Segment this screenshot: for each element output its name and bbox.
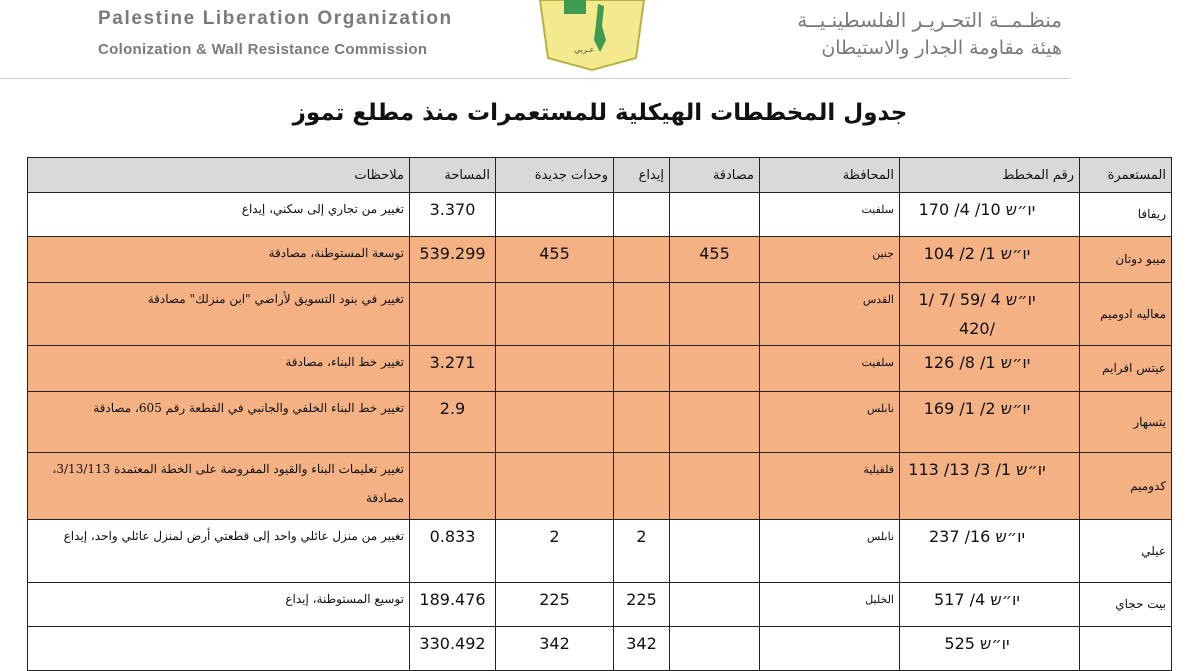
cell-new-units: 455 (496, 237, 614, 283)
cell-new-units (496, 453, 614, 520)
cell-notes: تغيير تعليمات البناء والقيود المفروضة على الخطة المعتمدة 3/13/113، مصادقة (28, 453, 410, 520)
cell-new-units (496, 392, 614, 453)
cell-settlement: معاليه ادوميم (1080, 283, 1172, 346)
table-row (28, 346, 1172, 392)
cell-area: 0.833 (410, 520, 496, 583)
commission-logo (538, 0, 646, 72)
settlement-plans-table (27, 157, 1172, 671)
cell-settlement: ميبو دوتان (1080, 237, 1172, 283)
header-commission-ar: هيئة مقاومة الجدار والاستيطان (821, 37, 1062, 59)
cell-notes: تغيير من منزل عائلي واحد إلى قطعتي أرض لمنزل عائلي واحد، إيداع (28, 520, 410, 583)
cell-approval (670, 193, 760, 237)
cell-new-units (496, 283, 614, 346)
header-approval: مصادقة (670, 158, 760, 193)
cell-settlement: ريفافا (1080, 193, 1172, 237)
cell-new-units (496, 193, 614, 237)
cell-area: 539.299 (410, 237, 496, 283)
table-row (28, 193, 1172, 237)
header-plan-number: رقم المخطط (900, 158, 1080, 193)
cell-area (410, 453, 496, 520)
table-row (28, 237, 1172, 283)
cell-new-units: 342 (496, 627, 614, 671)
cell-deposit (614, 392, 670, 453)
cell-area: 3.370 (410, 193, 496, 237)
table-row (28, 283, 1172, 346)
cell-approval (670, 283, 760, 346)
header-org-ar: منظـمــة التحـريـر الفلسطينـيــة (797, 8, 1062, 32)
header-rule (0, 78, 1070, 79)
cell-notes: تغيير من تجاري إلى سكني، إيداع (28, 193, 410, 237)
cell-governorate: جنين (760, 237, 900, 283)
header-deposit: إيداع (614, 158, 670, 193)
cell-deposit: 2 (614, 520, 670, 583)
cell-area: 3.271 (410, 346, 496, 392)
header-commission-en: Colonization & Wall Resistance Commission (98, 41, 428, 58)
cell-settlement (1080, 627, 1172, 671)
cell-deposit (614, 237, 670, 283)
table-header-row (28, 158, 1172, 193)
header-governorate: المحافظة (760, 158, 900, 193)
cell-settlement: بيت حجاي (1080, 583, 1172, 627)
cell-plan-number: יו״ש 525 (900, 627, 1080, 671)
cell-governorate: الخليل (760, 583, 900, 627)
cell-approval (670, 346, 760, 392)
cell-settlement: عيلي (1080, 520, 1172, 583)
cell-settlement: كدوميم (1080, 453, 1172, 520)
cell-governorate: قلقيلية (760, 453, 900, 520)
header-area: المساحة (410, 158, 496, 193)
cell-area: 330.492 (410, 627, 496, 671)
cell-approval (670, 453, 760, 520)
cell-approval (670, 392, 760, 453)
cell-area: 2.9 (410, 392, 496, 453)
cell-notes: تغيير في بنود التسويق لأراضي "ابن منزلك" مصادقة (28, 283, 410, 346)
cell-plan-number: יו״ש 10/ 4/ 170 (900, 193, 1080, 237)
cell-notes: توسعة المستوطنة، مصادقة (28, 237, 410, 283)
cell-approval: 455 (670, 237, 760, 283)
cell-deposit (614, 193, 670, 237)
cell-area (410, 283, 496, 346)
table-row (28, 627, 1172, 671)
cell-notes: تغيير خط البناء، مصادقة (28, 346, 410, 392)
table-row (28, 392, 1172, 453)
header-notes: ملاحظات (28, 158, 410, 193)
document-title: جدول المخططات الهيكلية للمستعمرات منذ مطلع تموز (292, 100, 908, 126)
logo-flag (564, 0, 586, 14)
cell-deposit (614, 346, 670, 392)
cell-approval (670, 627, 760, 671)
cell-plan-number: יו״ש 2/ 1/ 169 (900, 392, 1080, 453)
logo-shield (540, 0, 644, 70)
cell-notes (28, 627, 410, 671)
cell-new-units (496, 346, 614, 392)
cell-notes: توسيع المستوطنة، إيداع (28, 583, 410, 627)
cell-governorate: نابلس (760, 520, 900, 583)
cell-settlement: عيتس افرايم (1080, 346, 1172, 392)
cell-governorate: نابلس (760, 392, 900, 453)
table-row (28, 453, 1172, 520)
table-row (28, 520, 1172, 583)
cell-deposit: 225 (614, 583, 670, 627)
logo-text: عـربي (574, 45, 595, 54)
cell-deposit (614, 283, 670, 346)
cell-plan-number: יו״ש 4 /59 /7 /1 /420 (900, 283, 1080, 346)
cell-notes: تغيير خط البناء الخلفي والجانبي في القطعة رقم 605، مصادقة (28, 392, 410, 453)
cell-deposit: 342 (614, 627, 670, 671)
cell-plan-number: יו״ש 1/ 3/ 13/ 113 (900, 453, 1080, 520)
cell-new-units: 225 (496, 583, 614, 627)
header-org-en: Palestine Liberation Organization (98, 8, 453, 29)
cell-settlement: يتسهار (1080, 392, 1172, 453)
cell-plan-number: יו״ש 1/ 2/ 104 (900, 237, 1080, 283)
cell-plan-number: יו״ש 4/ 517 (900, 583, 1080, 627)
cell-plan-number: יו״ש 1/ 8/ 126 (900, 346, 1080, 392)
header-new-units: وحدات جديدة (496, 158, 614, 193)
cell-approval (670, 520, 760, 583)
cell-area: 189.476 (410, 583, 496, 627)
cell-plan-number: יו״ש 16/ 237 (900, 520, 1080, 583)
cell-governorate: سلفيت (760, 346, 900, 392)
table-row (28, 583, 1172, 627)
cell-new-units: 2 (496, 520, 614, 583)
cell-deposit (614, 453, 670, 520)
cell-governorate: القدس (760, 283, 900, 346)
cell-governorate (760, 627, 900, 671)
cell-governorate: سلفيت (760, 193, 900, 237)
header-settlement: المستعمرة (1080, 158, 1172, 193)
cell-approval (670, 583, 760, 627)
